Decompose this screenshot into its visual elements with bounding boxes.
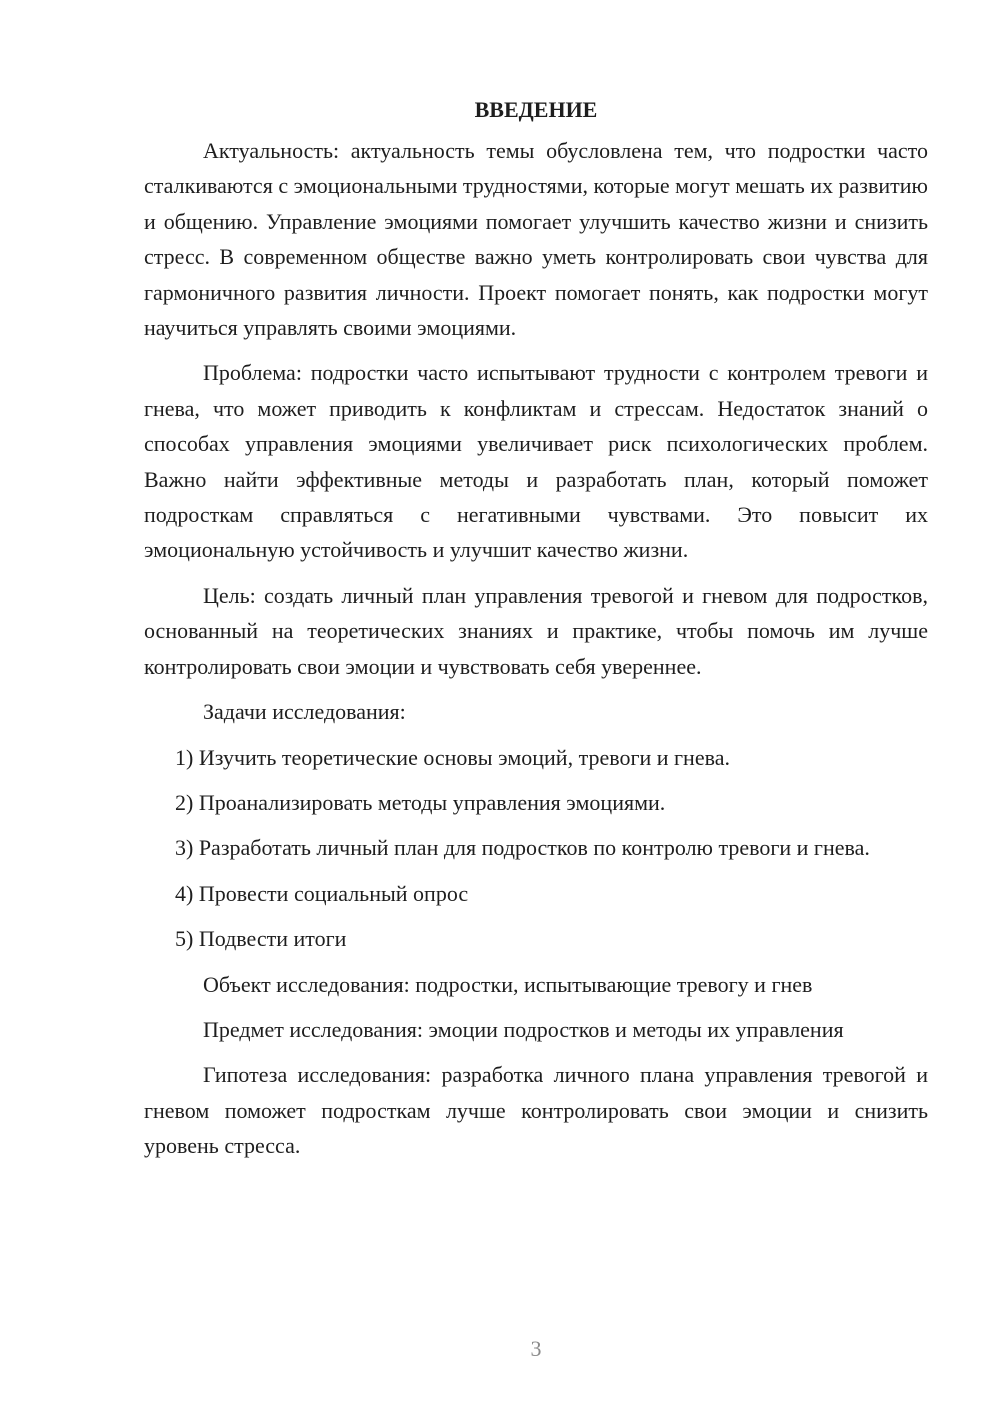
problem-paragraph: Проблема: подростки часто испытывают трудности с контролем тревоги и гнева, что может приводить к конфликтам и стрессам. Недостаток знаний о способах управления эмоциями увеличивает риск психологических проблем. Важно найти эффективные методы и разработать план, который поможет подросткам справляться с негативными чувствами. Это повысит их эмоциональную устойчивость и улучшит качество жизни. [144,360,928,563]
page-number: 3 [530,1336,542,1361]
relevance-paragraph: Актуальность: актуальность темы обусловлена тем, что подростки часто сталкиваются с эмоциональными трудностями, которые могут мешать их развитию и общению. Управление эмоциями помогает улучшить качество жизни и снизить стресс. В современном обществе важно уметь контролировать свои чувства для гармоничного развития личности. Проект помогает понять, как подростки могут научиться управлять своими эмоциями. [144,138,928,341]
research-object: Объект исследования: подростки, испытывающие тревогу и гнев [203,971,813,997]
research-subject: Предмет исследования: эмоции подростков и методы их управления [203,1016,844,1042]
task-item: 2) Проанализировать методы управления эмоциями. [175,789,666,815]
tasks-title: Задачи исследования: [203,699,406,725]
text-column [144,92,928,1174]
task-item: 3) Разработать личный план для подростков по контролю тревоги и гнева. [175,835,870,861]
task-item: 4) Провести социальный опрос [175,880,469,906]
task-item: 5) Подвести итоги [175,926,347,952]
research-hypothesis: Гипотеза исследования: разработка личного плана управления тревогой и гневом поможет подросткам лучше контролировать свои эмоции и снизить уровень стресса. [144,1062,928,1159]
task-item: 1) Изучить теоретические основы эмоций, тревоги и гнева. [175,744,730,770]
goal-paragraph: Цель: создать личный план управления тревогой и гневом для подростков, основанный на теоретических знаниях и практике, чтобы помочь им лучше контролировать свои эмоции и чувствовать себя увереннее. [144,582,928,679]
page-title: ВВЕДЕНИЕ [474,97,598,122]
